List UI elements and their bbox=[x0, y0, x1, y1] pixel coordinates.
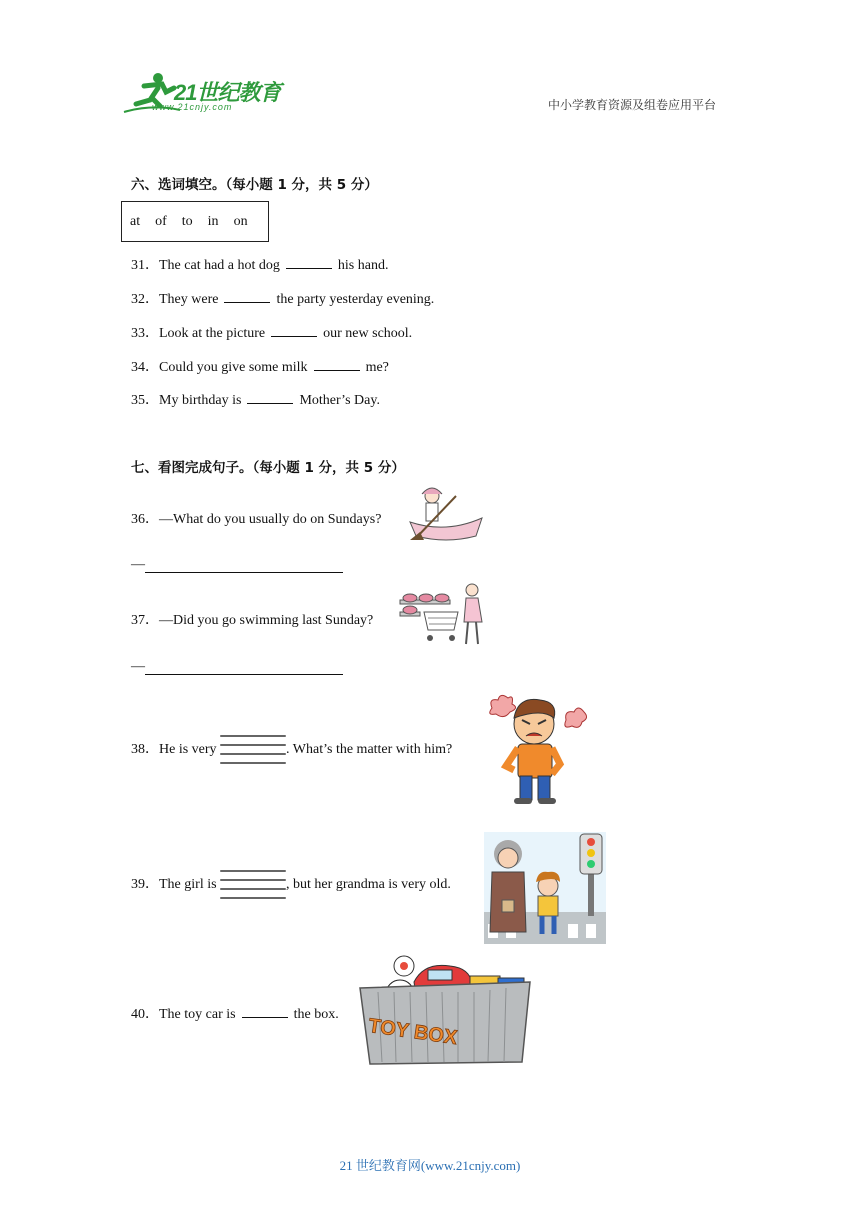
toy-box-image bbox=[358, 952, 532, 1066]
question-text: My birthday is bbox=[159, 393, 242, 408]
question-40 bbox=[131, 1003, 339, 1023]
question-text: Could you give some milk bbox=[159, 360, 308, 375]
question-number: 35． bbox=[131, 393, 159, 408]
question-number: 40． bbox=[131, 1007, 159, 1022]
footer-text: 21 世纪教育网(www.21cnjy.com) bbox=[339, 1158, 521, 1173]
answer-blank[interactable] bbox=[314, 358, 360, 371]
answer-line-36 bbox=[131, 557, 343, 573]
answer-blank[interactable] bbox=[224, 290, 270, 303]
answer-dash: — bbox=[131, 557, 145, 572]
question-number: 32． bbox=[131, 292, 159, 307]
section7-title: 七、看图完成句子。（每小题 1 分，共 5 分） bbox=[131, 460, 405, 476]
logo-text: 21世纪教育 bbox=[174, 80, 281, 105]
toy-box-label: TOY BOX bbox=[367, 1014, 459, 1050]
word-option: to bbox=[181, 213, 193, 229]
question-number: 31． bbox=[131, 258, 159, 273]
question-text: He is very bbox=[159, 742, 217, 758]
question-number: 39． bbox=[131, 877, 159, 893]
question-text: , but her grandma is very old. bbox=[286, 877, 451, 893]
question-32 bbox=[131, 288, 434, 308]
question-text: . What’s the matter with him? bbox=[286, 742, 453, 758]
question-39 bbox=[131, 870, 451, 900]
word-option: of bbox=[155, 213, 167, 229]
writing-lines[interactable] bbox=[220, 870, 286, 900]
question-text: the box. bbox=[293, 1007, 339, 1022]
question-number: 36． bbox=[131, 512, 159, 527]
question-number: 38． bbox=[131, 742, 159, 758]
question-35 bbox=[131, 389, 380, 409]
question-38 bbox=[131, 735, 452, 765]
word-bank bbox=[121, 201, 269, 242]
question-37 bbox=[131, 609, 373, 629]
word-option: at bbox=[130, 213, 141, 229]
answer-dash: — bbox=[131, 659, 145, 674]
girl-rowing-boat-image bbox=[406, 482, 484, 546]
question-text: Look at the picture bbox=[159, 326, 266, 341]
answer-blank[interactable] bbox=[247, 391, 293, 404]
answer-blank[interactable] bbox=[145, 660, 343, 675]
word-option: in bbox=[207, 213, 219, 229]
question-number: 37． bbox=[131, 613, 159, 628]
header-platform-text: 中小学教育资源及组卷应用平台 bbox=[548, 98, 717, 112]
answer-blank[interactable] bbox=[271, 324, 317, 337]
section6-title: 六、选词填空。（每小题 1 分，共 5 分） bbox=[131, 177, 378, 193]
writing-lines[interactable] bbox=[220, 735, 286, 765]
question-33 bbox=[131, 322, 412, 342]
question-31 bbox=[131, 254, 388, 274]
question-number: 33． bbox=[131, 326, 159, 341]
question-number: 34． bbox=[131, 360, 159, 375]
answer-blank[interactable] bbox=[242, 1005, 288, 1018]
word-option: on bbox=[233, 213, 248, 229]
answer-line-37 bbox=[131, 659, 343, 675]
question-36 bbox=[131, 508, 381, 528]
question-text: me? bbox=[365, 360, 389, 375]
question-text: —Did you go swimming last Sunday? bbox=[159, 613, 374, 628]
logo-url: www.21cnjy.com bbox=[152, 102, 233, 112]
question-text: our new school. bbox=[323, 326, 413, 341]
question-34 bbox=[131, 356, 389, 376]
question-text: the party yesterday evening. bbox=[276, 292, 435, 307]
question-text: Mother’s Day. bbox=[299, 393, 380, 408]
brand-logo bbox=[122, 70, 292, 116]
answer-blank[interactable] bbox=[145, 558, 343, 573]
question-text: The girl is bbox=[159, 877, 217, 893]
question-text: his hand. bbox=[337, 258, 389, 273]
girl-shopping-cart-image bbox=[398, 582, 484, 646]
answer-blank[interactable] bbox=[286, 256, 332, 269]
question-text: The cat had a hot dog bbox=[159, 258, 280, 273]
angry-boy-image bbox=[484, 690, 588, 810]
grandma-and-girl-image bbox=[484, 832, 606, 944]
question-text: The toy car is bbox=[159, 1007, 236, 1022]
question-text: —What do you usually do on Sundays? bbox=[159, 512, 382, 527]
question-text: They were bbox=[159, 292, 219, 307]
